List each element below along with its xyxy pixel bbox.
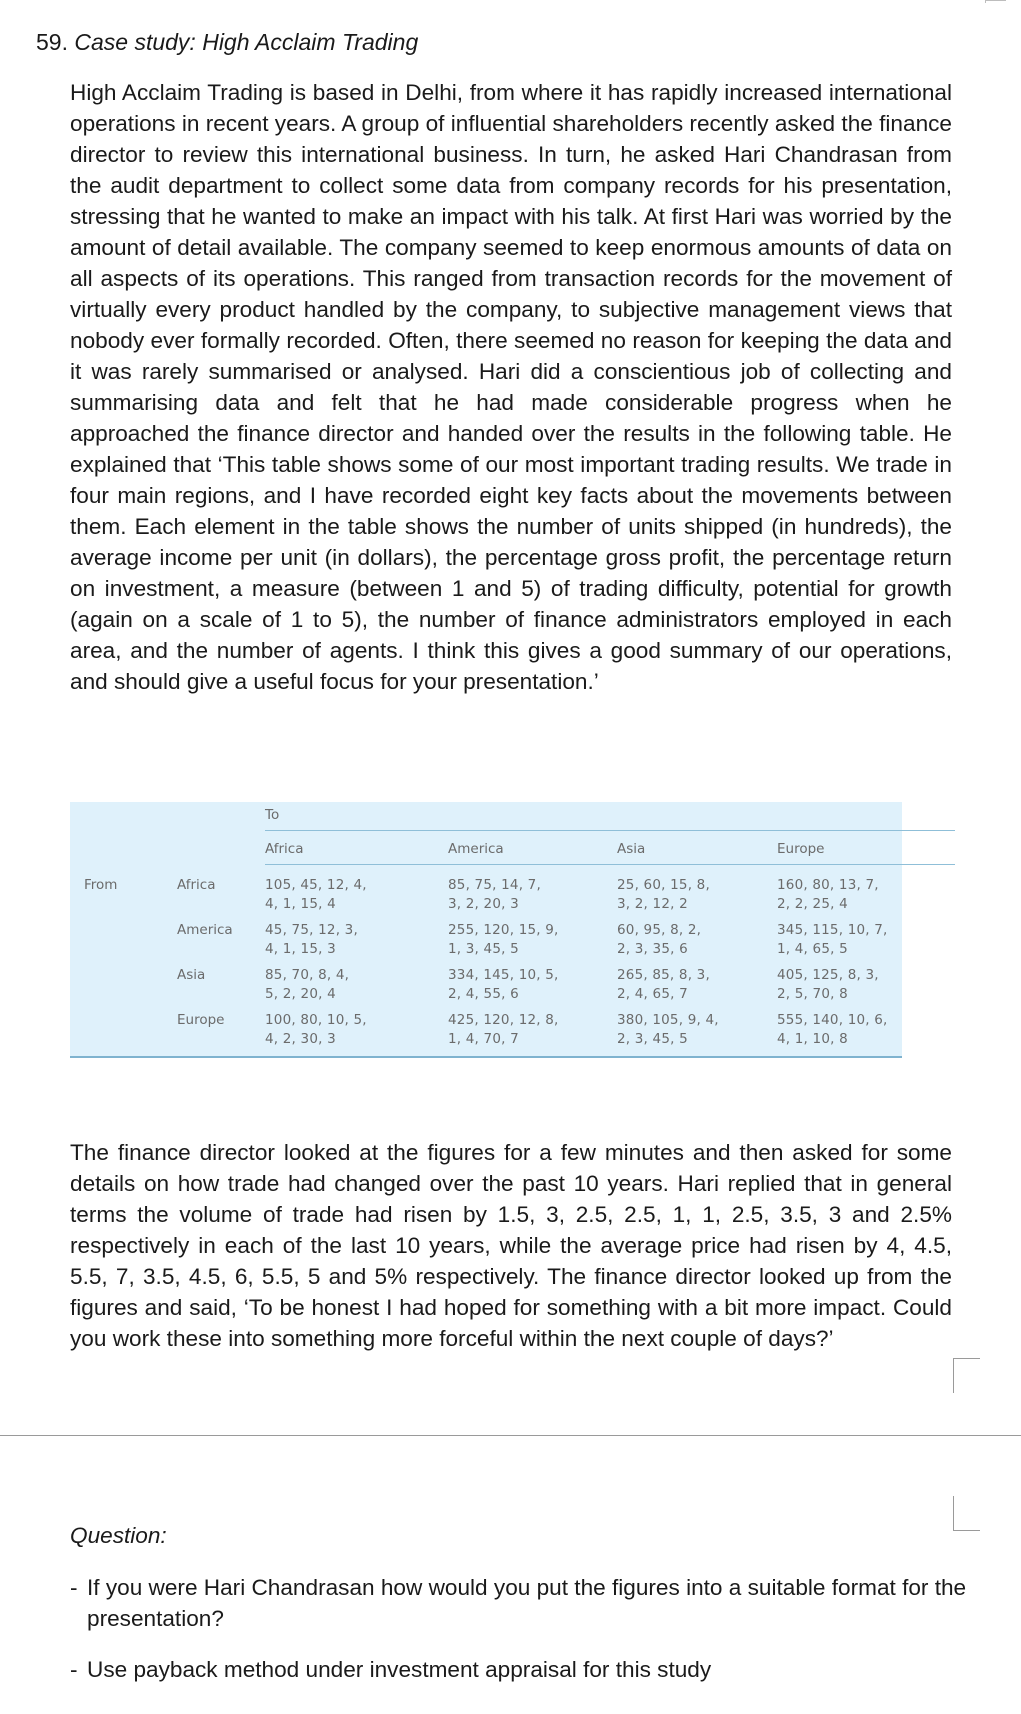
list-item <box>70 1654 970 1685</box>
crop-mark-bottom <box>953 1496 980 1531</box>
bullet-dash: - <box>70 1657 78 1682</box>
col-header-america: America <box>448 841 504 857</box>
question-text: If you were Hari Chandrasan how would you put the figures into a suitable format for the presentation? <box>87 1575 967 1631</box>
table-cell: 334, 145, 10, 5, 2, 4, 55, 6 <box>448 967 559 1002</box>
table-cell: 345, 115, 10, 7, 1, 4, 65, 5 <box>777 922 888 957</box>
row-label-europe: Europe <box>177 1012 225 1028</box>
table-cell: 265, 85, 8, 3, 2, 4, 65, 7 <box>617 967 710 1002</box>
table-cell: 160, 80, 13, 7, 2, 2, 25, 4 <box>777 877 879 912</box>
table-cell: 45, 75, 12, 3, 4, 1, 15, 3 <box>265 922 358 957</box>
case-heading <box>36 26 418 58</box>
table-cell: 425, 120, 12, 8, 1, 4, 70, 7 <box>448 1012 559 1047</box>
question-list <box>70 1572 970 1705</box>
col-header-asia: Asia <box>617 841 646 857</box>
case-title: Case study: High Acclaim Trading <box>74 29 419 55</box>
header-rule-bottom <box>265 864 955 865</box>
followup-paragraph: The finance director looked at the figures for a few minutes and then asked for some details on how trade had changed over the past 10 years. Hari replied that in general terms the volume of trade had risen by 1.5, 3, 2.5, 2.5, 1, 1, 2.5, 3.5, 3 and 2.5% respectively in each of the last 10 years, while the average price had risen by 4, 4.5, 5.5, 7, 3.5, 4.5, 6, 5.5, 5 and 5% respectively. The finance director looked up from the figures and said, ‘To be honest I had hoped for something with a bit more impact. Could you work these into something more forceful within the next couple of days?’ <box>70 1140 952 1351</box>
question-number: 59. <box>36 29 68 55</box>
header-rule-top <box>265 830 955 831</box>
page-divider <box>0 1435 1021 1436</box>
question-label: Question: <box>70 1523 167 1548</box>
col-header-africa: Africa <box>265 841 304 857</box>
table-cell: 25, 60, 15, 8, 3, 2, 12, 2 <box>617 877 710 912</box>
row-label-america: America <box>177 922 233 938</box>
row-label-asia: Asia <box>177 967 206 983</box>
table-cell: 380, 105, 9, 4, 2, 3, 45, 5 <box>617 1012 719 1047</box>
table-cell: 100, 80, 10, 5, 4, 2, 30, 3 <box>265 1012 367 1047</box>
col-header-europe: Europe <box>777 841 825 857</box>
bullet-dash: - <box>70 1575 78 1600</box>
trading-table <box>70 802 902 1058</box>
table-cell: 60, 95, 8, 2, 2, 3, 35, 6 <box>617 922 702 957</box>
list-item <box>70 1572 970 1634</box>
row-label-africa: Africa <box>177 877 216 893</box>
table-cell: 405, 125, 8, 3, 2, 5, 70, 8 <box>777 967 879 1002</box>
table-cell: 85, 75, 14, 7, 3, 2, 20, 3 <box>448 877 541 912</box>
to-label: To <box>265 807 280 823</box>
table-cell: 85, 70, 8, 4, 5, 2, 20, 4 <box>265 967 350 1002</box>
crop-mark-edge <box>985 0 1006 3</box>
table-cell: 105, 45, 12, 4, 4, 1, 15, 4 <box>265 877 367 912</box>
table-cell: 555, 140, 10, 6, 4, 1, 10, 8 <box>777 1012 888 1047</box>
table-cell: 255, 120, 15, 9, 1, 3, 45, 5 <box>448 922 559 957</box>
intro-paragraph: High Acclaim Trading is based in Delhi, from where it has rapidly increased international operations in recent years. A group of influential shareholders recently asked the finance director to review this international business. In turn, he asked Hari Chandrasan from the audit department to collect some data from company records for his presentation, stressing that he wanted to make an impact with his talk. At first Hari was worried by the amount of detail available. The company seemed to keep enormous amounts of data on all aspects of its operations. This ranged from transaction records for the movement of virtually every product handled by the company, to subjective management views that nobody ever formally recorded. Often, there seemed no reason for keeping the data and it was rarely summarised or analysed. Hari did a conscientious job of collecting and summarising data and felt that he had made considerable progress when he approached the finance director and handed over the results in the following table. He explained that ‘This table shows some of our most important trading results. We trade in four main regions, and I have recorded eight key facts about the movements between them. Each element in the table shows the number of units shipped (in hundreds), the average income per unit (in dollars), the percentage gross profit, the percentage return on investment, a measure (between 1 and 5) of trading difficulty, potential for growth (again on a scale of 1 to 5), the number of finance administrators employed in each area, and the number of agents. I think this gives a good summary of our operations, and should give a useful focus for your presentation.’ <box>70 80 952 694</box>
crop-mark-top <box>953 1358 980 1393</box>
from-label: From <box>84 877 118 893</box>
question-text: Use payback method under investment appraisal for this study <box>87 1657 712 1682</box>
table-bottom-rule <box>70 1056 902 1058</box>
